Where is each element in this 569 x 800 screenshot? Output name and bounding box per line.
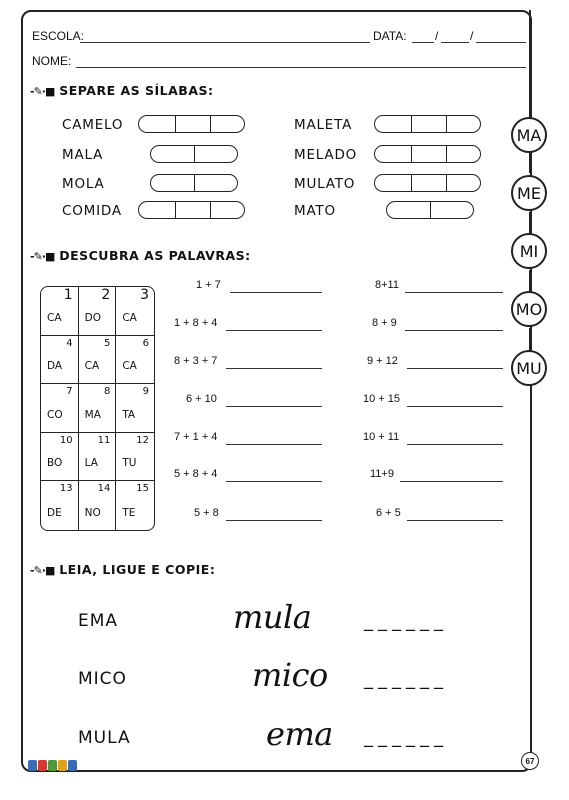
grid-cell: 4 DA bbox=[41, 336, 79, 385]
answer-line[interactable] bbox=[226, 444, 322, 445]
copy-dashes[interactable]: ______ bbox=[364, 727, 448, 748]
grid-cell: 12 TU bbox=[116, 433, 154, 482]
sum-right-7: 6 + 5 bbox=[376, 507, 401, 519]
syllable-boxes-mulato[interactable] bbox=[374, 174, 481, 192]
date-sep-1: / bbox=[435, 29, 439, 43]
number-syllable-grid bbox=[40, 286, 155, 531]
grid-cell: 10 BO bbox=[41, 433, 79, 482]
answer-line[interactable] bbox=[226, 406, 322, 407]
pencil-bullet-icon: ‐✎·■ bbox=[30, 250, 55, 263]
sum-right-3: 9 + 12 bbox=[367, 355, 398, 367]
copy-dashes[interactable]: ______ bbox=[364, 611, 448, 632]
word-mala: MALA bbox=[62, 147, 104, 163]
border-segment bbox=[529, 212, 531, 234]
sum-right-6: 11+9 bbox=[370, 468, 394, 480]
section-descubra-title bbox=[30, 248, 251, 263]
grid-cell: 13 DE bbox=[41, 481, 79, 530]
section-separe-title bbox=[30, 83, 214, 98]
word-maleta: MALETA bbox=[294, 117, 353, 133]
answer-line[interactable] bbox=[407, 406, 503, 407]
sum-right-2: 8 + 9 bbox=[372, 317, 397, 329]
section-title-text: LEIA, LIGUE E COPIE: bbox=[59, 562, 216, 577]
answer-line[interactable] bbox=[405, 330, 503, 331]
word-comida: COMIDA bbox=[62, 203, 122, 219]
section-title-text: SEPARE AS SÍLABAS: bbox=[59, 83, 214, 98]
border-segment bbox=[529, 153, 531, 173]
sum-right-4: 10 + 15 bbox=[363, 393, 401, 405]
answer-line[interactable] bbox=[405, 292, 503, 293]
sum-left-2: 1 + 8 + 4 bbox=[174, 317, 218, 329]
syllable-mo: MO bbox=[511, 291, 547, 327]
answer-line[interactable] bbox=[226, 520, 322, 521]
answer-line[interactable] bbox=[407, 368, 503, 369]
syllable-boxes-melado[interactable] bbox=[374, 145, 481, 163]
grid-cell: 9 TA bbox=[116, 384, 154, 433]
answer-line[interactable] bbox=[226, 481, 322, 482]
date-year-field[interactable] bbox=[476, 42, 526, 43]
word-melado: MELADO bbox=[294, 147, 358, 163]
answer-line[interactable] bbox=[407, 520, 503, 521]
cursive-word-mula: mula bbox=[233, 598, 312, 636]
sum-left-3: 8 + 3 + 7 bbox=[174, 355, 218, 367]
grid-cell: 6 CA bbox=[116, 336, 154, 385]
page-number: 67 bbox=[521, 752, 539, 770]
print-word-mico: MICO bbox=[78, 669, 127, 689]
grid-cell: 15 TE bbox=[122, 483, 149, 519]
syllable-boxes-camelo[interactable] bbox=[138, 115, 245, 133]
name-field[interactable] bbox=[76, 67, 526, 68]
syllable-boxes-mato[interactable] bbox=[386, 201, 474, 219]
border-segment bbox=[529, 328, 531, 350]
border-segment bbox=[529, 10, 531, 117]
grid-cell: 5 CA bbox=[79, 336, 117, 385]
word-mola: MOLA bbox=[62, 176, 105, 192]
grid-cell: 1 CA bbox=[41, 287, 79, 336]
sum-left-5: 7 + 1 + 4 bbox=[174, 431, 218, 443]
pencil-bullet-icon: ‐✎·■ bbox=[30, 85, 55, 98]
sum-left-7: 5 + 8 bbox=[194, 507, 219, 519]
name-label: NOME: bbox=[32, 54, 72, 68]
section-leia-title bbox=[30, 562, 215, 577]
answer-line[interactable] bbox=[407, 444, 503, 445]
grid-cell: 3 CA bbox=[116, 287, 154, 336]
answer-line[interactable] bbox=[400, 481, 503, 482]
sum-left-6: 5 + 8 + 4 bbox=[174, 468, 218, 480]
border-segment bbox=[529, 270, 531, 292]
pencil-bullet-icon: ‐✎·■ bbox=[30, 564, 55, 577]
syllable-mi: MI bbox=[511, 233, 547, 269]
grid-cell: 8 MA bbox=[79, 384, 117, 433]
syllable-boxes-maleta[interactable] bbox=[374, 115, 481, 133]
grid-cell: 14 NO bbox=[79, 481, 117, 530]
sum-left-1: 1 + 7 bbox=[196, 279, 221, 291]
date-month-field[interactable] bbox=[441, 42, 469, 43]
word-camelo: CAMELO bbox=[62, 117, 124, 133]
section-title-text: DESCUBRA AS PALAVRAS: bbox=[59, 248, 251, 263]
sum-left-4: 6 + 10 bbox=[186, 393, 217, 405]
syllable-boxes-mala[interactable] bbox=[150, 145, 238, 163]
word-mulato: MULATO bbox=[294, 176, 356, 192]
syllable-me: ME bbox=[511, 175, 547, 211]
cursive-word-mico: mico bbox=[252, 656, 328, 694]
school-field[interactable] bbox=[80, 42, 370, 43]
syllable-boxes-comida[interactable] bbox=[138, 201, 245, 219]
syllable-mu: MU bbox=[511, 350, 547, 386]
grid-cell: 11 LA bbox=[79, 433, 117, 482]
syllable-ma: MA bbox=[511, 117, 547, 153]
date-day-field[interactable] bbox=[412, 42, 434, 43]
sum-right-5: 10 + 11 bbox=[363, 431, 400, 443]
sum-right-1: 8+11 bbox=[375, 279, 399, 291]
syllable-boxes-mola[interactable] bbox=[150, 174, 238, 192]
answer-line[interactable] bbox=[226, 368, 322, 369]
grid-cell: 7 CO bbox=[41, 384, 79, 433]
print-word-mula: MULA bbox=[78, 728, 131, 748]
date-label: DATA: bbox=[373, 29, 407, 43]
print-word-ema: EMA bbox=[78, 611, 119, 631]
cursive-word-ema: ema bbox=[266, 715, 333, 753]
word-mato: MATO bbox=[294, 203, 336, 219]
date-sep-2: / bbox=[470, 29, 474, 43]
copy-dashes[interactable]: ______ bbox=[364, 669, 448, 690]
school-label: ESCOLA: bbox=[32, 29, 85, 43]
answer-line[interactable] bbox=[226, 330, 322, 331]
grid-cell: 2 DO bbox=[79, 287, 117, 336]
answer-line[interactable] bbox=[230, 292, 322, 293]
publisher-logo bbox=[28, 760, 78, 773]
